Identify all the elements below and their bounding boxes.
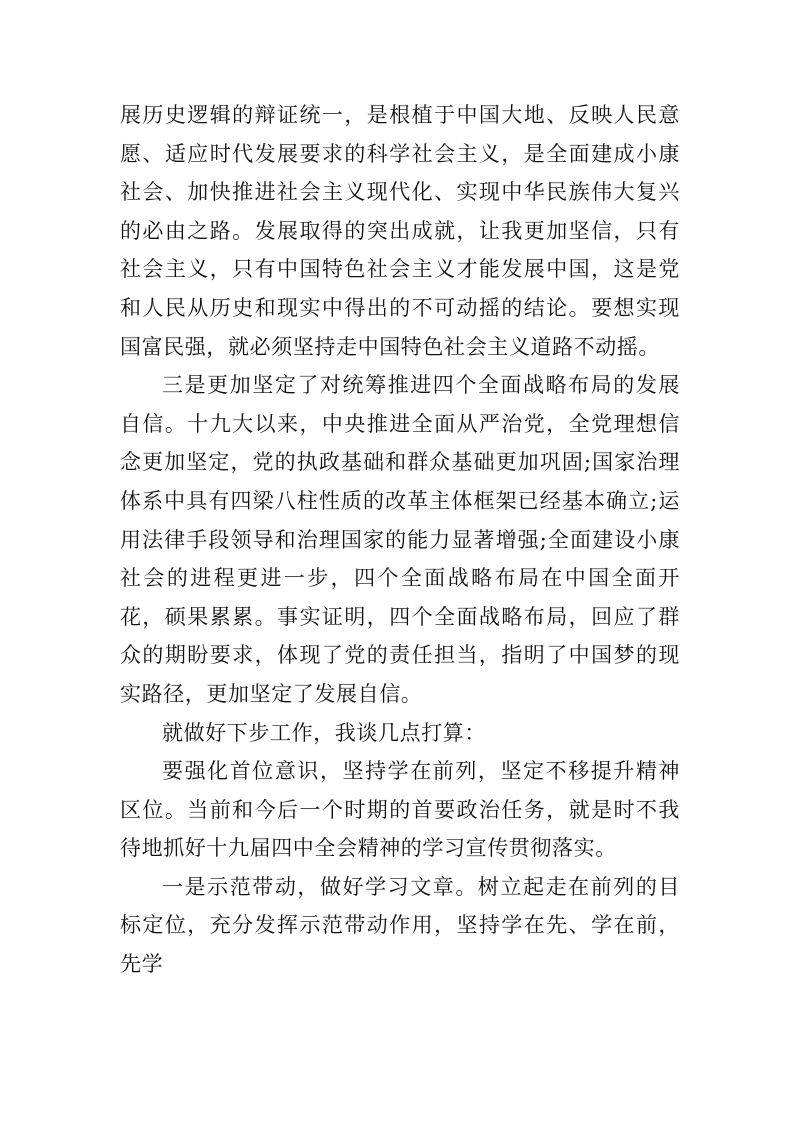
paragraph-4: 要强化首位意识，坚持学在前列，坚定不移提升精神区位。当前和今后一个时期的首要政治任务，就是时不我待地抓好十九届四中全会精神的学习宣传贯彻落实。 [120, 759, 680, 861]
body-text [120, 96, 680, 984]
paragraph-5: 一是示范带动，做好学习文章。树立起走在前列的目标定位，充分发挥示范带动作用，坚持学在先、学在前，先学 [120, 874, 680, 977]
paragraph-1: 展历史逻辑的辩证统一，是根植于中国大地、反映人民意愿、适应时代发展要求的科学社会主义，是全面建成小康社会、加快推进社会主义现代化、实现中华民族伟大复兴的必由之路。发展取得的突出成就，让我更加坚信，只有社会主义，只有中国特色社会主义才能发展中国，这是党和人民从历史和现实中得出的不可动摇的结论。要想实现国富民强，就必须坚持走中国特色社会主义道路不动摇。 [120, 103, 680, 359]
paragraph-3: 就做好下步工作，我谈几点打算： [162, 720, 486, 745]
paragraph-2: 三是更加坚定了对统筹推进四个全面战略布局的发展自信。十九大以来，中央推进全面从严治党，全党理想信念更加坚定，党的执政基础和群众基础更加巩固;国家治理体系中具有四梁八柱性质的改革主体框架已经基本确立;运用法律手段领导和治理国家的能力显著增强;全面建设小康社会的进程更进一步，四个全面战略布局在中国全面开花，硕果累累。事实证明，四个全面战略布局，回应了群众的期盼要求，体现了党的责任担当，指明了中国梦的现实路径，更加坚定了发展自信。 [120, 373, 680, 706]
